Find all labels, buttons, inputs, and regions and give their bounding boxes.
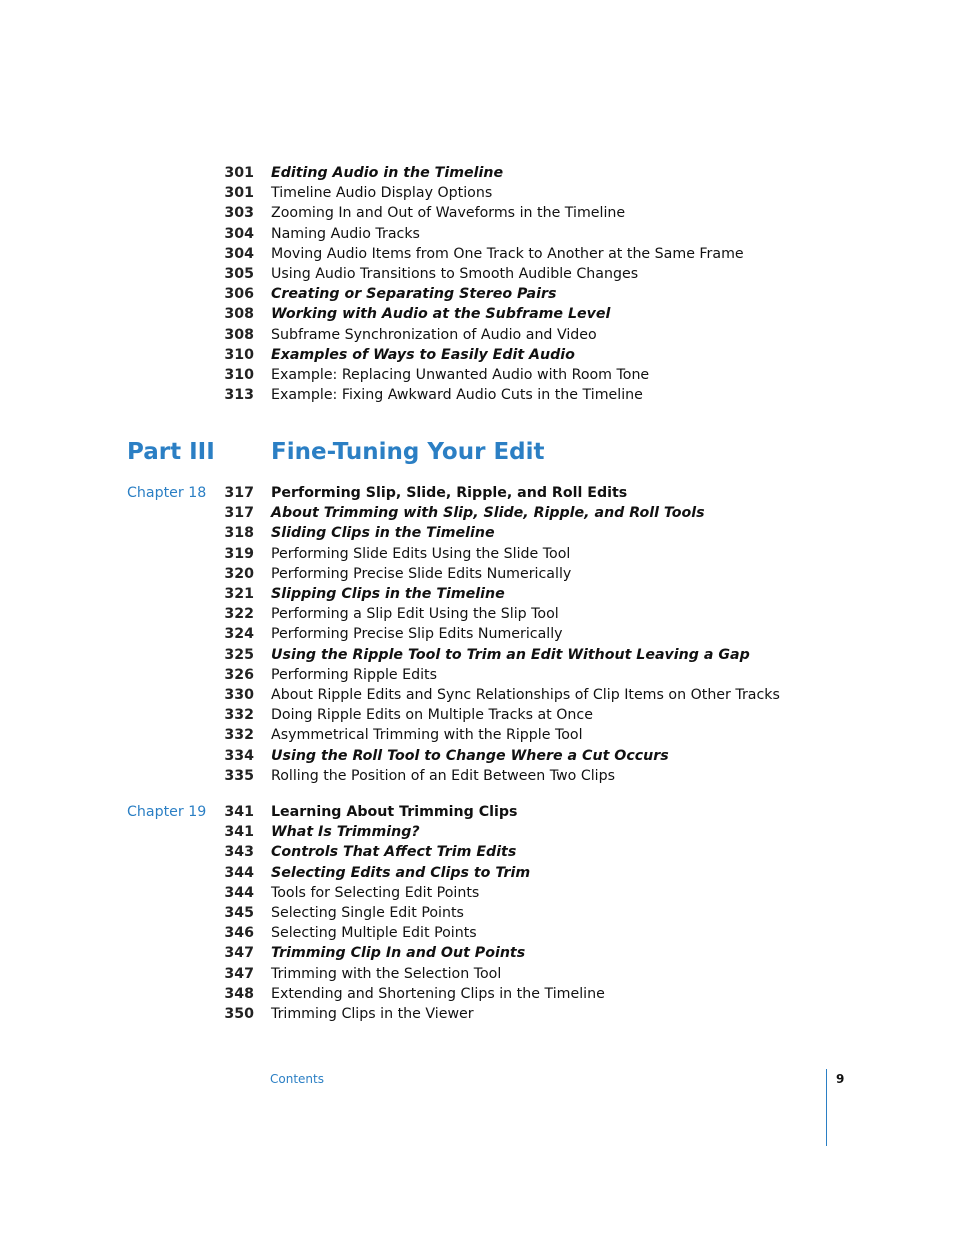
toc-page-number: 305 [224,266,254,282]
toc-page-number: 345 [224,905,254,921]
toc-entry-title: Working with Audio at the Subframe Level [271,306,611,323]
toc-page-number: 308 [224,306,254,323]
chapter-label: Chapter 19 [127,804,207,820]
toc-page-number: 330 [224,687,254,703]
toc-entry-title: Sliding Clips in the Timeline [271,525,495,542]
toc-page-number: 321 [224,586,254,602]
toc-entry-title: Learning About Trimming Clips [271,804,518,820]
toc-entry-title: Editing Audio in the Timeline [271,165,504,181]
toc-page-number: 310 [224,346,254,363]
toc-entry-title: Using Audio Transitions to Smooth Audible Changes [271,266,639,282]
toc-page-number: 325 [224,646,254,663]
toc-page-number: 332 [224,707,254,724]
toc-entry-title: Using the Ripple Tool to Trim an Edit Without Leaving a Gap [271,646,750,663]
toc-page-number: 304 [224,225,254,242]
toc-page-number: 326 [224,666,254,683]
toc-page-number: 301 [224,185,254,202]
toc-page-number: 313 [224,387,254,404]
toc-page-number: 343 [224,844,254,861]
footer-section-label: Contents [270,1072,324,1086]
toc-entry-title: Controls That Affect Trim Edits [271,844,517,861]
toc-entry-title: Trimming with the Selection Tool [271,965,502,982]
toc-entry-title: Trimming Clips in the Viewer [271,1006,474,1022]
toc-page-number: 319 [224,545,254,562]
toc-page-number: 335 [224,767,254,784]
toc-entry-title: Creating or Separating Stereo Pairs [271,286,557,303]
toc-page-number: 344 [224,864,254,881]
toc-page-number: 303 [224,205,254,222]
toc-entry-title: About Ripple Edits and Sync Relationships of Clip Items on Other Tracks [271,687,780,703]
toc-entry-title: Performing Precise Slip Edits Numerically [271,626,563,643]
toc-page-number: 320 [224,565,254,582]
toc-page-number: 332 [224,727,254,744]
toc-entry-title: Rolling the Position of an Edit Between Two Clips [271,767,616,784]
toc-entry-title: Selecting Single Edit Points [271,905,464,921]
toc-entry-title: Zooming In and Out of Waveforms in the Timeline [271,205,626,222]
toc-page-number: 306 [224,286,254,303]
toc-page-number: 322 [224,606,254,623]
toc-entry-title: Asymmetrical Trimming with the Ripple Tool [271,727,583,744]
chapter-label: Chapter 18 [127,485,207,501]
toc-entry-title: Selecting Multiple Edit Points [271,925,477,942]
toc-entry-title: Timeline Audio Display Options [271,185,493,202]
toc-entry-title: Performing Precise Slide Edits Numerically [271,565,572,582]
toc-page-number: 318 [224,525,254,542]
toc-page-number: 350 [224,1006,254,1022]
toc-page-number: 308 [224,326,254,343]
footer-divider [826,1069,827,1146]
toc-page-number: 348 [224,985,254,1002]
toc-page-number: 317 [224,505,254,522]
toc-page-number: 347 [224,965,254,982]
toc-entry-title: Extending and Shortening Clips in the Timeline [271,985,605,1002]
toc-page-number: 346 [224,925,254,942]
toc-entry-title: Tools for Selecting Edit Points [271,884,480,901]
toc-entry-title: About Trimming with Slip, Slide, Ripple, and Roll Tools [271,505,705,522]
toc-entry-title: Slipping Clips in the Timeline [271,586,505,602]
toc-entry-title: Using the Roll Tool to Change Where a Cut Occurs [271,747,669,764]
toc-page-number: 334 [224,747,254,764]
toc-entry-title: Selecting Edits and Clips to Trim [271,864,531,881]
toc-page-number: 341 [224,824,254,841]
toc-page-number: 317 [224,485,254,501]
toc-entry-title: Doing Ripple Edits on Multiple Tracks at Once [271,707,593,724]
part-title: Fine-Tuning Your Edit [271,439,545,465]
toc-page-number: 301 [224,165,254,181]
toc-entry-title: What Is Trimming? [271,824,420,841]
part-label: Part III [127,439,215,465]
toc-entry-title: Performing Ripple Edits [271,666,437,683]
toc-page-number: 304 [224,245,254,262]
page-number: 9 [836,1072,845,1086]
toc-entry-title: Performing a Slip Edit Using the Slip Tool [271,606,559,623]
toc-entry-title: Moving Audio Items from One Track to Another at the Same Frame [271,245,744,262]
toc-page-number: 310 [224,367,254,383]
toc-entry-title: Performing Slip, Slide, Ripple, and Roll Edits [271,485,628,501]
toc-entry-title: Subframe Synchronization of Audio and Video [271,326,597,343]
toc-entry-title: Example: Replacing Unwanted Audio with Room Tone [271,367,650,383]
toc-page-number: 344 [224,884,254,901]
toc-entry-title: Performing Slide Edits Using the Slide Tool [271,545,571,562]
toc-page-number: 324 [224,626,254,643]
toc-entry-title: Example: Fixing Awkward Audio Cuts in the Timeline [271,387,643,404]
toc-entry-title: Examples of Ways to Easily Edit Audio [271,346,575,363]
toc-page-number: 341 [224,804,254,820]
toc-entry-title: Trimming Clip In and Out Points [271,945,526,962]
toc-page-number: 347 [224,945,254,962]
toc-entry-title: Naming Audio Tracks [271,225,420,242]
